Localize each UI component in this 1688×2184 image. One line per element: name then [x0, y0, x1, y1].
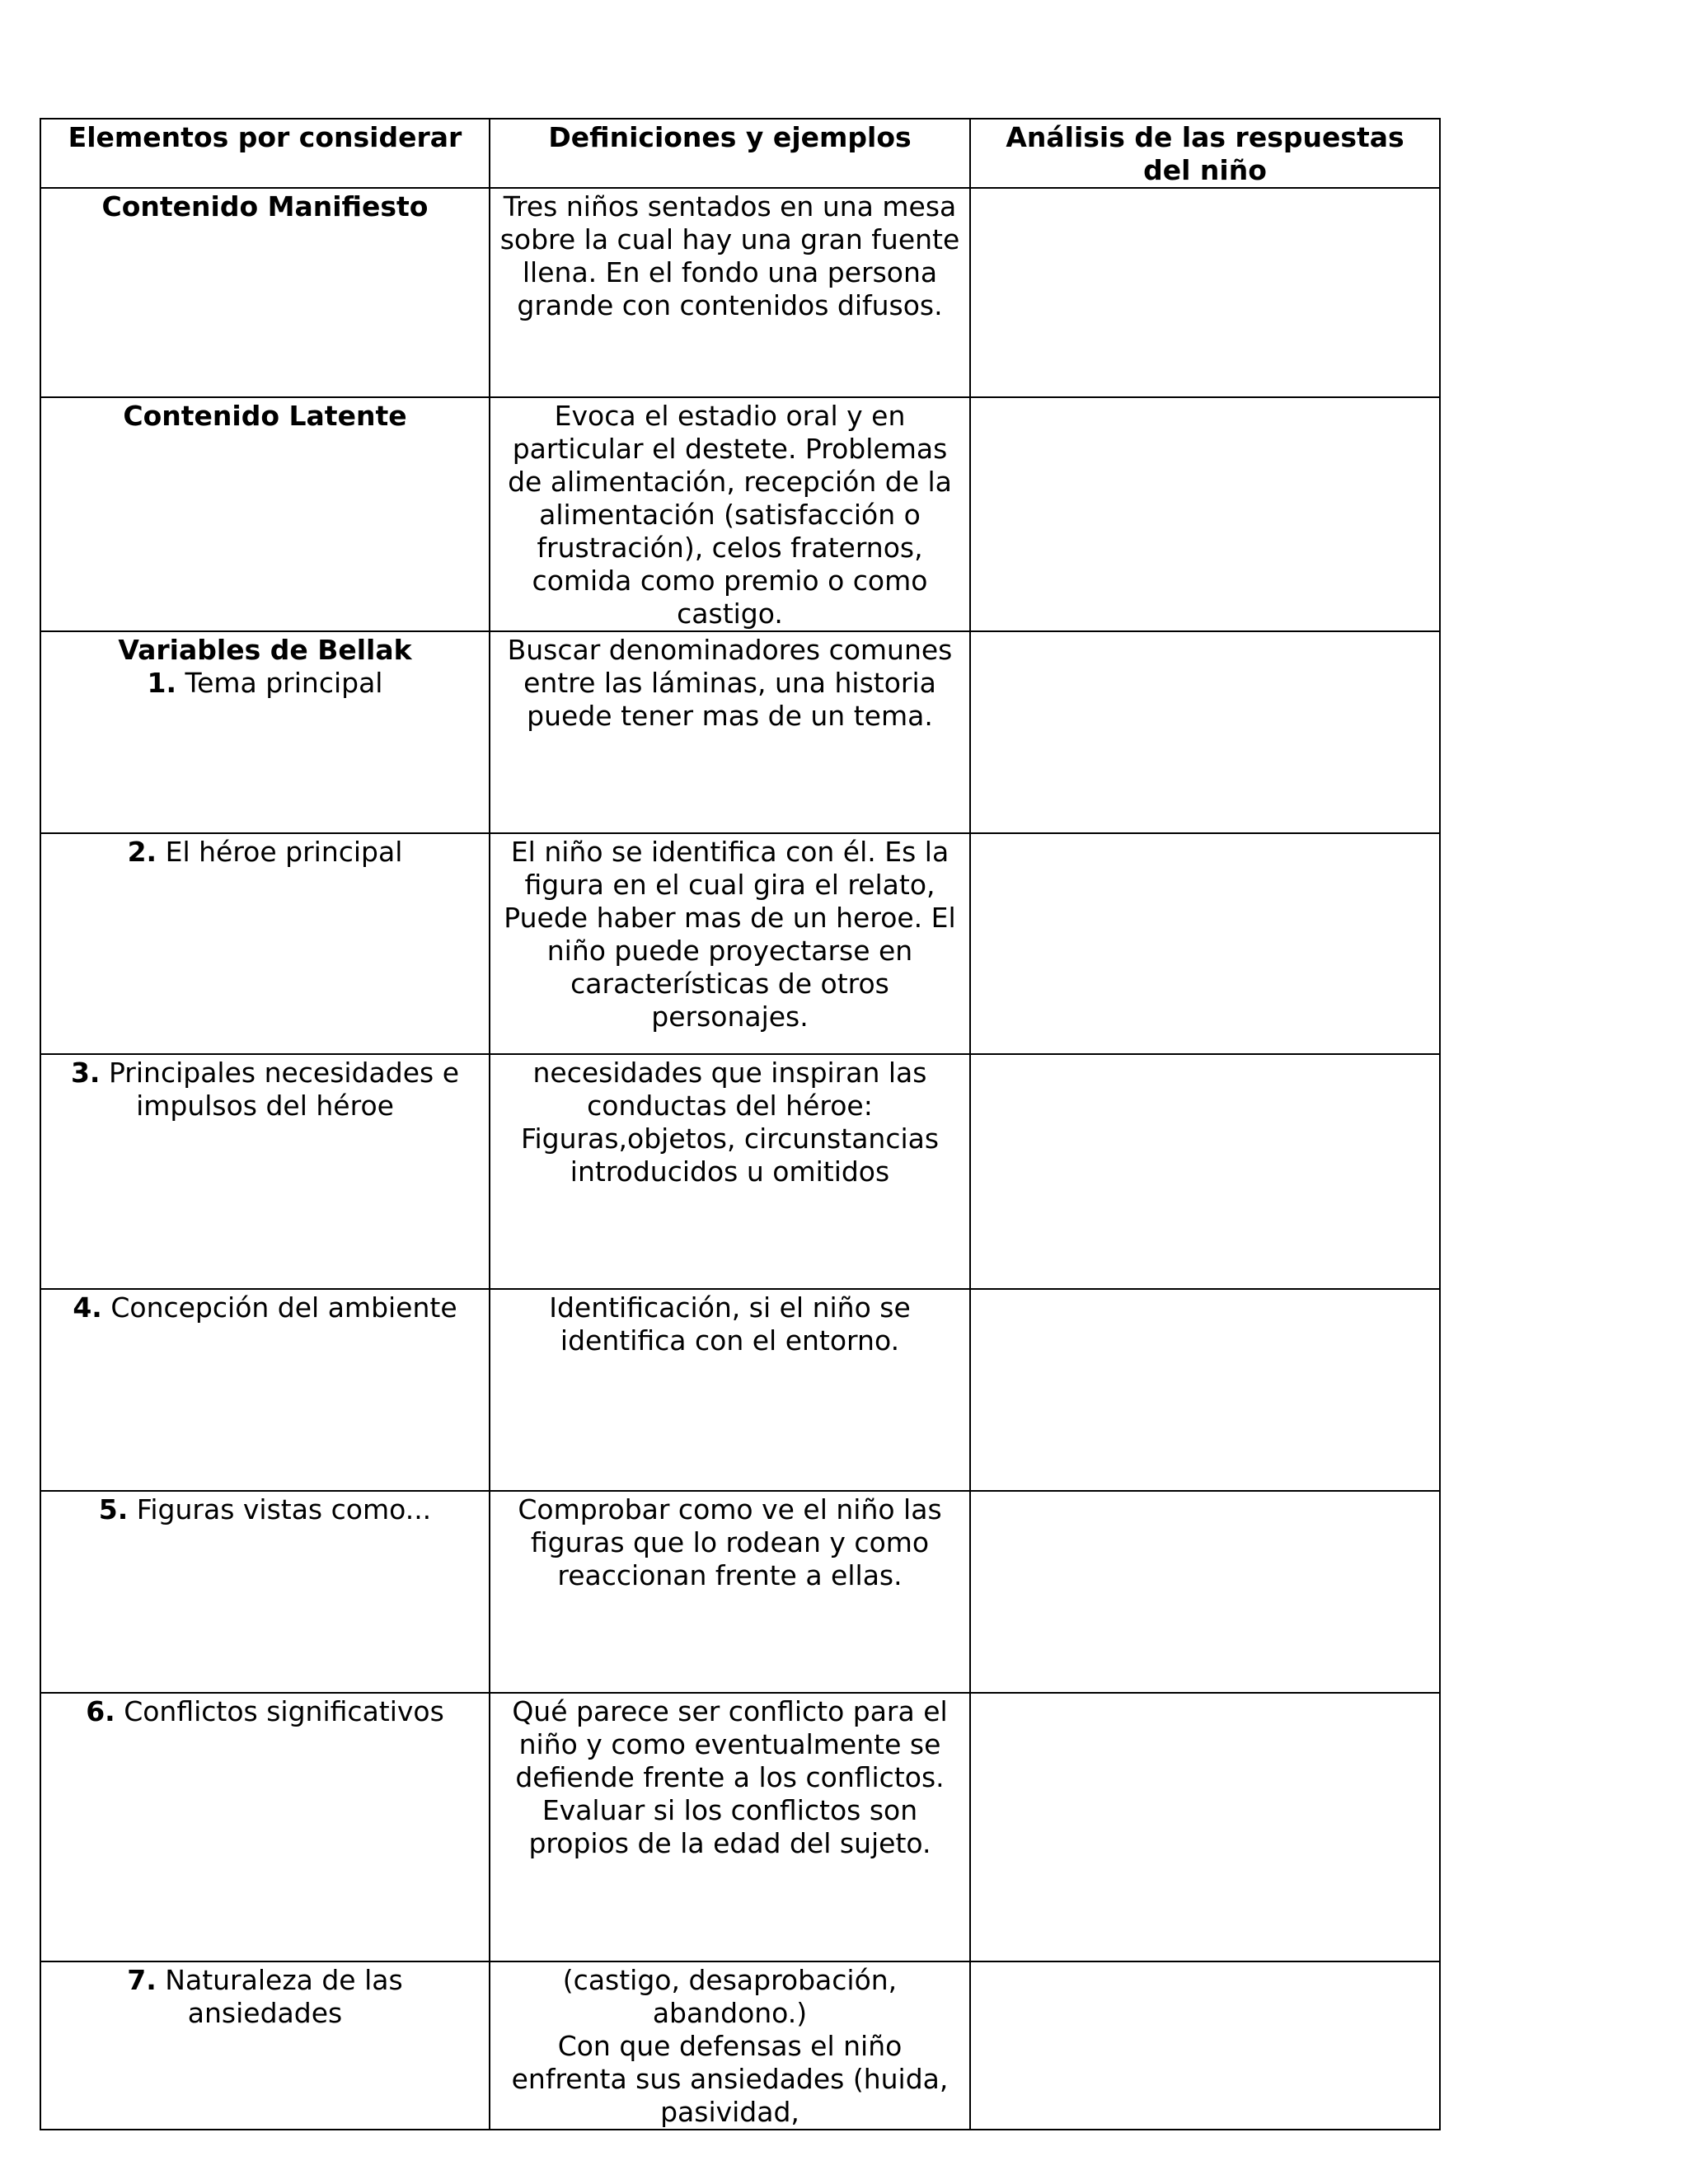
element-cell — [40, 1054, 490, 1289]
definition-cell: Comprobar como ve el niño las figuras que lo rodean y como reaccionan frente a ellas. — [490, 1491, 970, 1693]
analysis-cell[interactable] — [970, 631, 1440, 833]
element-cell — [40, 833, 490, 1054]
item-label: Conflictos significativos — [124, 1695, 444, 1727]
analysis-cell[interactable] — [970, 1054, 1440, 1289]
item-number: 2. — [127, 836, 157, 868]
definition-cell: El niño se identifica con él. Es la figura en el cual gira el relato, Puede haber mas de un heroe. El niño puede proyectarse en características de otros personajes. — [490, 833, 970, 1054]
definition-cell: Buscar denominadores comunes entre las láminas, una historia puede tener mas de un tema. — [490, 631, 970, 833]
analysis-cell[interactable] — [970, 1289, 1440, 1491]
item-label: El héroe principal — [165, 836, 403, 868]
definition-cell: Qué parece ser conflicto para el niño y como eventualmente se defiende frente a los conflictos. Evaluar si los conflictos son propios de la edad del sujeto. — [490, 1693, 970, 1961]
element-title: Contenido Latente — [123, 400, 407, 432]
analysis-cell[interactable] — [970, 1491, 1440, 1693]
table-row — [40, 631, 1440, 833]
item-number: 3. — [70, 1057, 101, 1089]
item-label: Principales necesidades e impulsos del héroe — [108, 1057, 460, 1122]
item-number: 1. — [147, 667, 177, 699]
element-cell — [40, 1961, 490, 2130]
column-header-definiciones: Definiciones y ejemplos — [490, 119, 970, 188]
item-label: Tema principal — [185, 667, 383, 699]
item-number: 6. — [86, 1695, 115, 1727]
column-header-analisis: Análisis de las respuestas del niño — [970, 119, 1440, 188]
table-row — [40, 188, 1440, 397]
table-row — [40, 1491, 1440, 1693]
element-cell — [40, 1491, 490, 1693]
definition-line: Con que defensas el niño enfrenta sus ansiedades (huida, pasividad, — [511, 2030, 949, 2128]
element-cell — [40, 397, 490, 631]
column-header-elementos: Elementos por considerar — [40, 119, 490, 188]
header-row — [40, 119, 1440, 188]
element-cell — [40, 1693, 490, 1961]
analysis-cell[interactable] — [970, 1961, 1440, 2130]
item-number: 5. — [98, 1493, 129, 1526]
definition-cell: Identificación, si el niño se identifica con el entorno. — [490, 1289, 970, 1491]
item-number: 7. — [127, 1964, 157, 1996]
item-number: 4. — [73, 1291, 102, 1324]
definition-cell — [490, 1961, 970, 2130]
table-row — [40, 833, 1440, 1054]
table-row — [40, 1289, 1440, 1491]
analysis-table — [40, 118, 1441, 2130]
table-row — [40, 1054, 1440, 1289]
item-label: Concepción del ambiente — [110, 1291, 457, 1324]
definition-cell: Evoca el estadio oral y en particular el destete. Problemas de alimentación, recepción de la alimentación (satisfacción o frustración), celos fraternos, comida como premio o como castigo. — [490, 397, 970, 631]
analysis-cell[interactable] — [970, 1693, 1440, 1961]
definition-cell: Tres niños sentados en una mesa sobre la cual hay una gran fuente llena. En el fondo una persona grande con contenidos difusos. — [490, 188, 970, 397]
element-cell — [40, 188, 490, 397]
element-title: Variables de Bellak — [118, 634, 412, 666]
item-label: Figuras vistas como... — [136, 1493, 432, 1526]
element-title: Contenido Manifiesto — [101, 190, 429, 223]
analysis-cell[interactable] — [970, 833, 1440, 1054]
definition-cell: necesidades que inspiran las conductas del héroe: Figuras,objetos, circunstancias introducidos u omitidos — [490, 1054, 970, 1289]
analysis-cell[interactable] — [970, 188, 1440, 397]
table-row — [40, 1961, 1440, 2130]
item-label: Naturaleza de las ansiedades — [165, 1964, 403, 2029]
element-cell — [40, 631, 490, 833]
analysis-cell[interactable] — [970, 397, 1440, 631]
element-cell — [40, 1289, 490, 1491]
element-item — [49, 667, 481, 700]
definition-line: (castigo, desaprobación, abandono.) — [562, 1964, 898, 2029]
table-row — [40, 1693, 1440, 1961]
table-row — [40, 397, 1440, 631]
